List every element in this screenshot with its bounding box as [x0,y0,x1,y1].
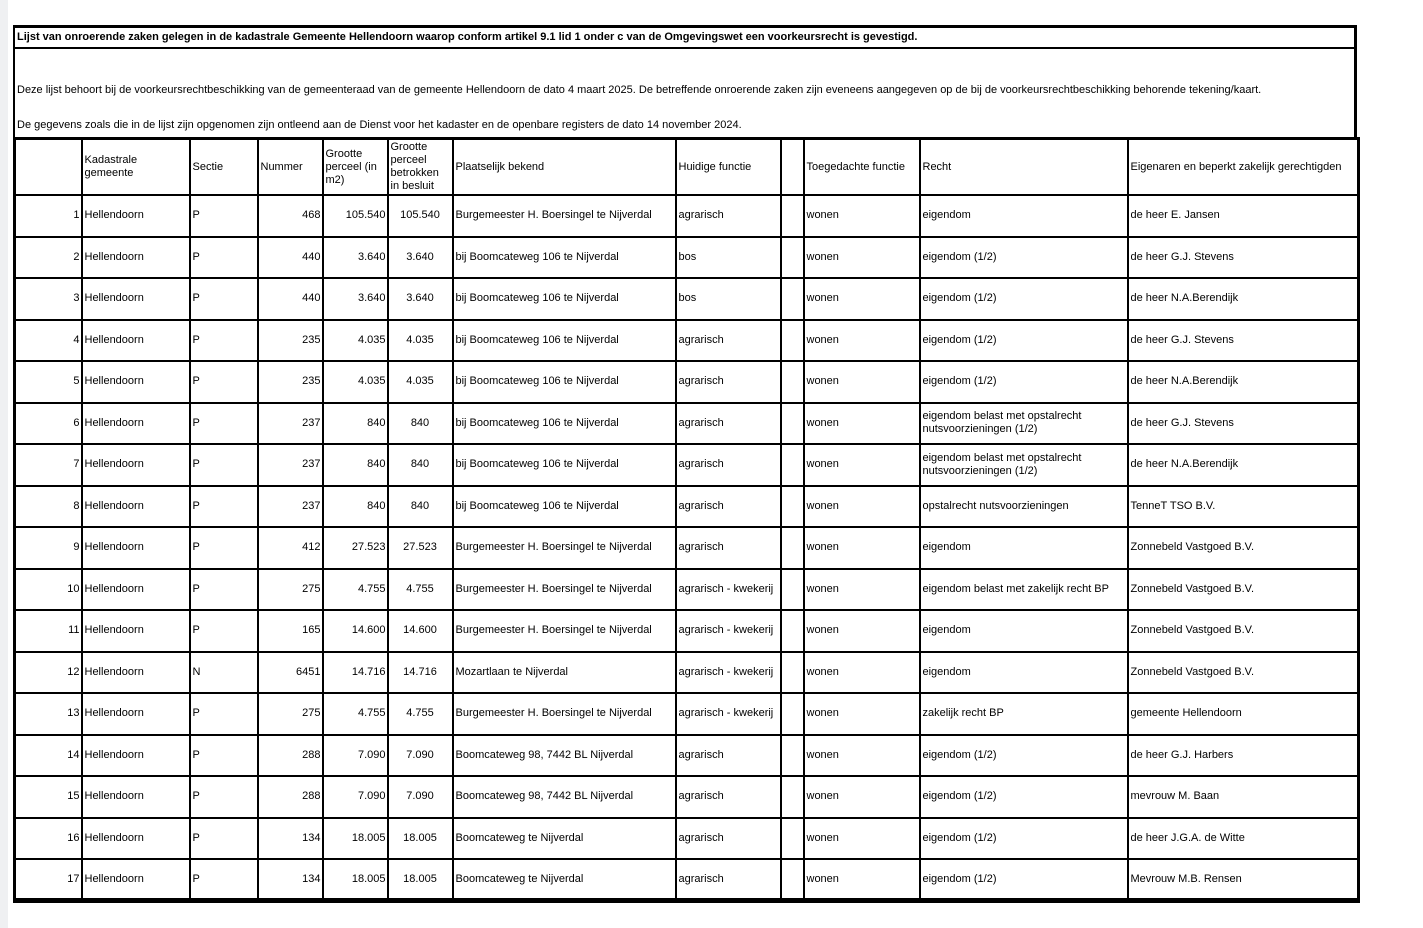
cell-spacer [781,652,804,694]
table-row [15,818,1359,860]
cell-nummer: 275 [258,693,323,735]
column-header-plaatselijk: Plaatselijk bekend [453,139,676,196]
cell-betrokken: 4.755 [388,693,453,735]
cell-nr: 5 [15,361,82,403]
cell-plaatselijk: bij Boomcateweg 106 te Nijverdal [453,320,676,362]
intro-paragraph-1: Deze lijst behoort bij de voorkeursrechtbeschikking van de gemeenteraad van de gemeente Hellendoorn de dato 4 maart 2025. De betreffende onroerende zaken zijn eveneens aangegeven op de bij de voorkeursrechtbeschikking behorende tekening/kaart. [17,84,1262,96]
cell-spacer [781,278,804,320]
cell-plaatselijk: Boomcateweg 98, 7442 BL Nijverdal [453,735,676,777]
cell-nr: 3 [15,278,82,320]
cell-huidige: agrarisch [676,818,781,860]
cell-spacer [781,320,804,362]
cell-sectie: P [190,693,258,735]
cell-betrokken: 4.755 [388,569,453,611]
cell-sectie: P [190,361,258,403]
cell-toegedachte: wonen [804,610,920,652]
cell-grootte: 3.640 [323,237,388,279]
cell-eigenaren: de heer N.A.Berendijk [1128,278,1359,320]
cell-plaatselijk: Mozartlaan te Nijverdal [453,652,676,694]
cell-grootte: 840 [323,486,388,528]
cell-spacer [781,859,804,901]
cell-nr: 14 [15,735,82,777]
cell-nr: 16 [15,818,82,860]
cell-toegedachte: wonen [804,486,920,528]
cell-gemeente: Hellendoorn [82,237,190,279]
cell-plaatselijk: bij Boomcateweg 106 te Nijverdal [453,237,676,279]
table-row [15,278,1359,320]
cell-eigenaren: mevrouw M. Baan [1128,776,1359,818]
cell-eigenaren: de heer G.J. Stevens [1128,237,1359,279]
cell-grootte: 14.716 [323,652,388,694]
table-row [15,776,1359,818]
table-row [15,527,1359,569]
cell-nummer: 165 [258,610,323,652]
cell-nummer: 6451 [258,652,323,694]
table-row [15,237,1359,279]
table-row [15,735,1359,777]
cell-grootte: 4.755 [323,693,388,735]
cell-huidige: agrarisch [676,527,781,569]
cell-plaatselijk: Burgemeester H. Boersingel te Nijverdal [453,610,676,652]
cell-spacer [781,361,804,403]
cell-spacer [781,527,804,569]
cell-betrokken: 4.035 [388,320,453,362]
cell-grootte: 14.600 [323,610,388,652]
cell-spacer [781,610,804,652]
cell-sectie: P [190,237,258,279]
cell-recht: zakelijk recht BP [920,693,1128,735]
cell-nr: 8 [15,486,82,528]
cell-nr: 2 [15,237,82,279]
cell-nr: 4 [15,320,82,362]
table-row [15,693,1359,735]
cell-spacer [781,403,804,445]
column-header-spacer [781,139,804,196]
cell-spacer [781,693,804,735]
cell-nr: 17 [15,859,82,901]
cell-nummer: 275 [258,569,323,611]
cell-sectie: P [190,486,258,528]
table-row [15,403,1359,445]
cell-plaatselijk: Boomcateweg 98, 7442 BL Nijverdal [453,776,676,818]
cell-grootte: 105.540 [323,195,388,237]
cell-spacer [781,735,804,777]
cell-plaatselijk: Boomcateweg te Nijverdal [453,818,676,860]
cell-betrokken: 14.716 [388,652,453,694]
cell-betrokken: 3.640 [388,237,453,279]
cell-huidige: agrarisch - kwekerij [676,610,781,652]
cell-sectie: P [190,818,258,860]
cell-eigenaren: de heer E. Jansen [1128,195,1359,237]
table-row [15,320,1359,362]
cell-nr: 11 [15,610,82,652]
cell-nummer: 440 [258,278,323,320]
table-row [15,610,1359,652]
cell-eigenaren: de heer J.G.A. de Witte [1128,818,1359,860]
cadastral-table [13,137,1360,903]
cell-spacer [781,818,804,860]
column-header-eigenaren: Eigenaren en beperkt zakelijk gerechtigden [1128,139,1359,196]
cell-grootte: 18.005 [323,818,388,860]
cell-toegedachte: wonen [804,237,920,279]
cell-recht: eigendom [920,527,1128,569]
cell-toegedachte: wonen [804,361,920,403]
cell-gemeente: Hellendoorn [82,444,190,486]
cell-nr: 7 [15,444,82,486]
cell-huidige: agrarisch [676,403,781,445]
cell-plaatselijk: bij Boomcateweg 106 te Nijverdal [453,403,676,445]
cell-sectie: P [190,735,258,777]
cell-grootte: 4.035 [323,320,388,362]
cell-grootte: 27.523 [323,527,388,569]
cell-nummer: 237 [258,486,323,528]
cell-toegedachte: wonen [804,569,920,611]
cell-nummer: 134 [258,818,323,860]
cell-huidige: agrarisch [676,361,781,403]
cell-recht: eigendom [920,610,1128,652]
cell-sectie: P [190,195,258,237]
cell-toegedachte: wonen [804,693,920,735]
cell-nr: 12 [15,652,82,694]
cell-spacer [781,776,804,818]
document-title: Lijst van onroerende zaken gelegen in de kadastrale Gemeente Hellendoorn waarop conform artikel 9.1 lid 1 onder c van de Omgevingswet een voorkeursrecht is gevestigd. [15,28,1354,49]
cell-gemeente: Hellendoorn [82,693,190,735]
cell-sectie: P [190,444,258,486]
cell-plaatselijk: Burgemeester H. Boersingel te Nijverdal [453,527,676,569]
cell-recht: eigendom belast met opstalrecht nutsvoorzieningen (1/2) [920,444,1128,486]
cell-gemeente: Hellendoorn [82,735,190,777]
cell-grootte: 18.005 [323,859,388,901]
cell-plaatselijk: Burgemeester H. Boersingel te Nijverdal [453,693,676,735]
cell-grootte: 840 [323,403,388,445]
cell-eigenaren: de heer G.J. Stevens [1128,320,1359,362]
cell-betrokken: 3.640 [388,278,453,320]
cell-plaatselijk: Burgemeester H. Boersingel te Nijverdal [453,195,676,237]
column-header-huidige: Huidige functie [676,139,781,196]
cell-toegedachte: wonen [804,195,920,237]
cell-plaatselijk: bij Boomcateweg 106 te Nijverdal [453,278,676,320]
cell-gemeente: Hellendoorn [82,818,190,860]
column-header-betrokken: Grootte perceel betrokken in besluit [388,139,453,196]
cell-recht: eigendom belast met opstalrecht nutsvoorzieningen (1/2) [920,403,1128,445]
cell-betrokken: 7.090 [388,735,453,777]
page-margin [0,0,8,928]
column-header-sectie: Sectie [190,139,258,196]
cell-gemeente: Hellendoorn [82,195,190,237]
column-header-recht: Recht [920,139,1128,196]
column-header-toegedachte: Toegedachte functie [804,139,920,196]
cell-huidige: agrarisch [676,776,781,818]
cell-sectie: P [190,859,258,901]
cell-betrokken: 7.090 [388,776,453,818]
cell-gemeente: Hellendoorn [82,569,190,611]
cell-toegedachte: wonen [804,278,920,320]
cell-sectie: N [190,652,258,694]
table-row [15,569,1359,611]
cell-grootte: 4.755 [323,569,388,611]
cell-toegedachte: wonen [804,652,920,694]
cell-gemeente: Hellendoorn [82,527,190,569]
cell-recht: eigendom (1/2) [920,735,1128,777]
cell-sectie: P [190,610,258,652]
cell-recht: eigendom (1/2) [920,361,1128,403]
cell-huidige: agrarisch - kwekerij [676,693,781,735]
cell-eigenaren: de heer N.A.Berendijk [1128,444,1359,486]
cell-nr: 6 [15,403,82,445]
cell-spacer [781,195,804,237]
cell-plaatselijk: bij Boomcateweg 106 te Nijverdal [453,486,676,528]
cell-huidige: agrarisch [676,486,781,528]
cell-recht: eigendom [920,195,1128,237]
cell-toegedachte: wonen [804,403,920,445]
column-header-nummer: Nummer [258,139,323,196]
table-body [15,195,1359,901]
cell-recht: eigendom (1/2) [920,320,1128,362]
cell-huidige: bos [676,237,781,279]
cell-gemeente: Hellendoorn [82,486,190,528]
cell-eigenaren: gemeente Hellendoorn [1128,693,1359,735]
cell-nummer: 468 [258,195,323,237]
cell-toegedachte: wonen [804,320,920,362]
cell-plaatselijk: bij Boomcateweg 106 te Nijverdal [453,361,676,403]
table-row [15,859,1359,901]
cell-betrokken: 27.523 [388,527,453,569]
cell-toegedachte: wonen [804,776,920,818]
cell-eigenaren: de heer G.J. Stevens [1128,403,1359,445]
cell-eigenaren: Mevrouw M.B. Rensen [1128,859,1359,901]
table-row [15,444,1359,486]
cell-betrokken: 14.600 [388,610,453,652]
cell-nr: 15 [15,776,82,818]
cell-huidige: agrarisch [676,735,781,777]
cell-spacer [781,486,804,528]
cell-nr: 13 [15,693,82,735]
cell-eigenaren: Zonnebeld Vastgoed B.V. [1128,652,1359,694]
table-row [15,361,1359,403]
cell-eigenaren: TenneT TSO B.V. [1128,486,1359,528]
cell-grootte: 3.640 [323,278,388,320]
cell-huidige: agrarisch - kwekerij [676,652,781,694]
cell-huidige: agrarisch - kwekerij [676,569,781,611]
cell-plaatselijk: Burgemeester H. Boersingel te Nijverdal [453,569,676,611]
cell-gemeente: Hellendoorn [82,361,190,403]
cell-eigenaren: Zonnebeld Vastgoed B.V. [1128,527,1359,569]
cell-eigenaren: Zonnebeld Vastgoed B.V. [1128,569,1359,611]
cell-plaatselijk: Boomcateweg te Nijverdal [453,859,676,901]
cell-spacer [781,237,804,279]
cell-betrokken: 18.005 [388,818,453,860]
intro-box [13,25,1357,137]
cell-grootte: 7.090 [323,735,388,777]
cell-sectie: P [190,320,258,362]
cell-grootte: 4.035 [323,361,388,403]
cell-nummer: 288 [258,735,323,777]
column-header-grootte: Grootte perceel (in m2) [323,139,388,196]
cell-toegedachte: wonen [804,735,920,777]
cell-recht: eigendom (1/2) [920,859,1128,901]
table-row [15,652,1359,694]
cell-plaatselijk: bij Boomcateweg 106 te Nijverdal [453,444,676,486]
column-header-nr [15,139,82,196]
cell-recht: eigendom (1/2) [920,818,1128,860]
cell-toegedachte: wonen [804,527,920,569]
cell-nummer: 235 [258,361,323,403]
cell-spacer [781,569,804,611]
cell-huidige: bos [676,278,781,320]
cell-toegedachte: wonen [804,818,920,860]
cell-grootte: 7.090 [323,776,388,818]
table-row [15,195,1359,237]
cell-recht: eigendom (1/2) [920,237,1128,279]
cell-toegedachte: wonen [804,444,920,486]
cell-huidige: agrarisch [676,444,781,486]
table-head [15,139,1359,196]
cell-nummer: 440 [258,237,323,279]
cell-nr: 10 [15,569,82,611]
cell-nummer: 237 [258,444,323,486]
cell-nr: 9 [15,527,82,569]
cell-nummer: 235 [258,320,323,362]
cell-sectie: P [190,278,258,320]
cell-eigenaren: de heer N.A.Berendijk [1128,361,1359,403]
cell-nr: 1 [15,195,82,237]
cell-sectie: P [190,527,258,569]
intro-paragraph-2: De gegevens zoals die in de lijst zijn opgenomen zijn ontleend aan de Dienst voor het kadaster en de openbare registers de dato 14 november 2024. [17,119,742,131]
cell-gemeente: Hellendoorn [82,776,190,818]
cell-gemeente: Hellendoorn [82,320,190,362]
cell-spacer [781,444,804,486]
cell-sectie: P [190,403,258,445]
cell-huidige: agrarisch [676,195,781,237]
cell-betrokken: 840 [388,444,453,486]
cell-gemeente: Hellendoorn [82,610,190,652]
cell-nummer: 288 [258,776,323,818]
cell-recht: eigendom (1/2) [920,776,1128,818]
table-row [15,486,1359,528]
cell-eigenaren: de heer G.J. Harbers [1128,735,1359,777]
cell-gemeente: Hellendoorn [82,403,190,445]
cell-recht: eigendom (1/2) [920,278,1128,320]
cell-nummer: 134 [258,859,323,901]
cell-recht: eigendom [920,652,1128,694]
cell-betrokken: 18.005 [388,859,453,901]
cell-sectie: P [190,569,258,611]
cell-huidige: agrarisch [676,320,781,362]
cell-huidige: agrarisch [676,859,781,901]
cell-gemeente: Hellendoorn [82,278,190,320]
cell-betrokken: 105.540 [388,195,453,237]
cell-recht: opstalrecht nutsvoorzieningen [920,486,1128,528]
cell-recht: eigendom belast met zakelijk recht BP [920,569,1128,611]
cell-gemeente: Hellendoorn [82,652,190,694]
cell-betrokken: 840 [388,486,453,528]
cell-betrokken: 4.035 [388,361,453,403]
cell-gemeente: Hellendoorn [82,859,190,901]
cell-eigenaren: Zonnebeld Vastgoed B.V. [1128,610,1359,652]
cell-toegedachte: wonen [804,859,920,901]
cell-betrokken: 840 [388,403,453,445]
table-header-row [15,139,1359,196]
column-header-gemeente: Kadastrale gemeente [82,139,190,196]
cell-grootte: 840 [323,444,388,486]
cell-sectie: P [190,776,258,818]
cell-nummer: 412 [258,527,323,569]
cell-nummer: 237 [258,403,323,445]
